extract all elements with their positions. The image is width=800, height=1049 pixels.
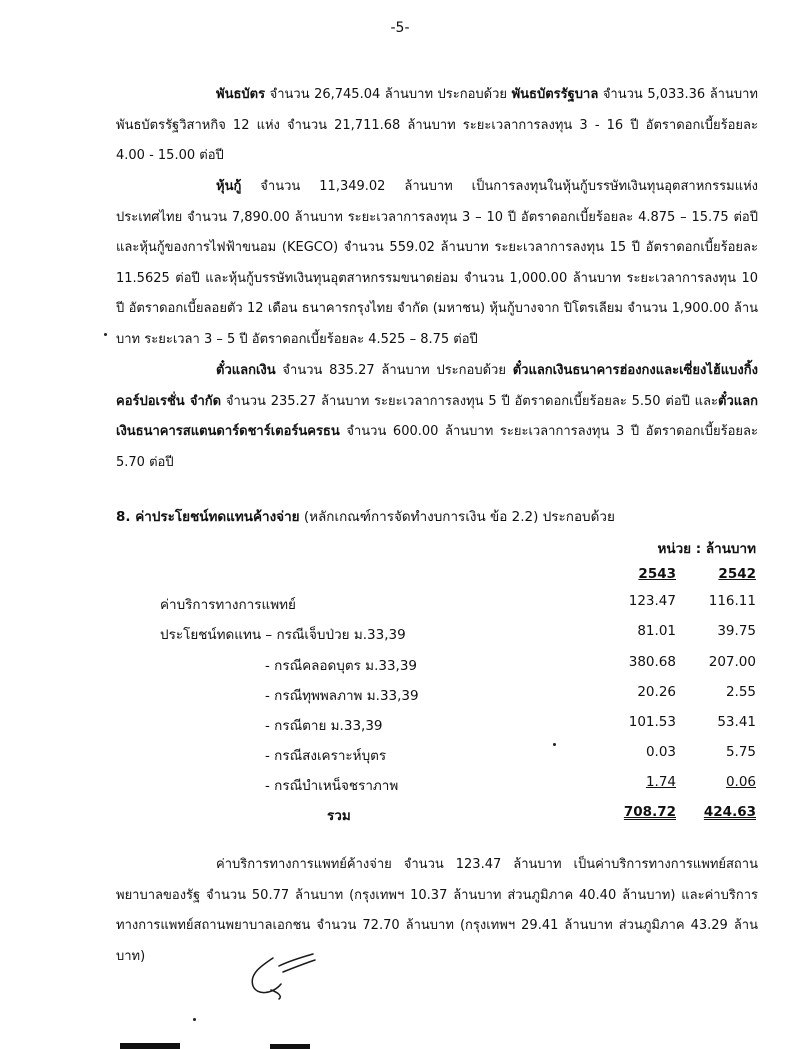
table-total-row <box>0 804 800 834</box>
table-row <box>0 714 800 744</box>
medical-note-paragraph: ค่าบริการทางการแพทย์ค้างจ่าย จำนวน 123.47 ล้านบาท เป็นค่าบริการทางการแพทย์สถานพยาบาลของรัฐ จำนวน 50.77 ล้านบาท (กรุงเทพฯ 10.37 ล้านบาท ส่วนภูมิภาค 40.40 ล้านบาท) และค่าบริการทางการแพทย์สถานพยาบาลเอกชน จำนวน 72.70 ล้านบาท (กรุงเทพฯ 29.41 ล้านบาท ส่วนภูมิภาค 43.29 ล้านบาท) <box>116 857 758 964</box>
table-row <box>0 593 800 623</box>
scan-speck <box>553 743 556 746</box>
row-label: - กรณีทุพพลภาพ ม.33,39 <box>265 688 419 704</box>
year-2543-header: 2543 <box>638 566 676 582</box>
row-value-2542: 39.75 <box>717 623 756 639</box>
row-value-2542: 207.00 <box>708 654 756 670</box>
table-row <box>0 774 800 804</box>
row-value-2543: 380.68 <box>628 654 676 670</box>
row-value-2543: 0.03 <box>645 744 676 760</box>
bills-text-1: จำนวน 835.27 ล้านบาท ประกอบด้วย <box>275 363 513 378</box>
bonds-paragraph <box>116 80 758 172</box>
bills-text-2: จำนวน 235.27 ล้านบาท ระยะเวลาการลงทุน 5 ปี อัตราดอกเบี้ยร้อยละ 5.50 ต่อปี และ <box>221 393 719 409</box>
bonds-text-1: จำนวน 26,745.04 ล้านบาท ประกอบด้วย <box>265 87 512 102</box>
row-label: - กรณีตาย ม.33,39 <box>265 718 383 734</box>
table-row <box>0 623 800 653</box>
row-label: ประโยชน์ทดแทน – กรณีเจ็บป่วย ม.33,39 <box>160 627 406 643</box>
row-value-2543: 101.53 <box>628 714 676 730</box>
row-label: - กรณีสงเคราะห์บุตร <box>265 748 387 764</box>
row-label: - กรณีคลอดบุตร ม.33,39 <box>265 658 418 674</box>
row-value-2542: 116.11 <box>708 593 756 609</box>
scan-speck <box>193 1018 196 1021</box>
bonds-text-2: จำนวน 5,033.36 ล้านบาท พันธบัตรรัฐวิสาหกิจ 12 แห่ง จำนวน 21,711.68 ล้านบาท ระยะเวลาการลงทุน 3 - 16 ปี อัตราดอกเบี้ยร้อยละ 4.00 - 15.00 ต่อปี <box>116 87 758 164</box>
scan-speck <box>104 333 107 336</box>
total-label: รวม <box>327 808 351 824</box>
debentures-text: จำนวน 11,349.02 ล้านบาท เป็นการลงทุนในหุ้นกู้บรรษัทเงินทุนอุตสาหกรรมแห่งประเทศไทย จำนวน 7,890.00 ล้านบาท ระยะเวลาการลงทุน 3 – 10 ปี อัตราดอกเบี้ยร้อยละ 4.875 – 15.75 ต่อปี และหุ้นกู้ของการไฟฟ้าขนอม (KEGCO) จำนวน 559.02 ล้านบาท ระยะเวลาการลงทุน 15 ปี อัตราดอกเบี้ยร้อยละ 11.5625 ต่อปี และหุ้นกู้บรรษัทเงินทุนอุตสาหกรรมขนาดย่อม จำนวน 1,000.00 ล้านบาท ระยะเวลาการลงทุน 10 ปี อัตราดอกเบี้ยลอยตัว 12 เดือน ธนาคารกรุงไทย จำกัด (มหาชน) หุ้นกู้บางจาก ปิโตรเลียม จำนวน 1,900.00 ล้านบาท ระยะเวลา 3 – 5 ปี อัตราดอกเบี้ยร้อยละ 4.525 – 8.75 ต่อปี <box>116 179 758 347</box>
row-label: - กรณีบำเหน็จชราภาพ <box>265 778 399 794</box>
bills-lead: ตั๋วแลกเงิน <box>216 363 276 378</box>
section-8-heading <box>116 505 615 527</box>
hk-bill-lead: ตั๋วแลกเงินธนาคารฮ่องกงและเซี่ยงไฮ้แบงกิ้งคอร์ปอเรชั่น จำกัด <box>116 363 758 409</box>
total-value-2542: 424.63 <box>703 804 756 820</box>
gov-bond-lead: พันธบัตรรัฐบาล <box>511 87 599 102</box>
row-value-2542: 53.41 <box>717 714 756 730</box>
row-value-2543: 123.47 <box>628 593 676 609</box>
row-value-2542: 0.06 <box>725 774 756 790</box>
row-value-2543: 1.74 <box>645 774 676 790</box>
debentures-paragraph <box>116 172 758 356</box>
year-2542-header: 2542 <box>718 566 756 582</box>
debentures-lead: หุ้นกู้ <box>216 179 242 194</box>
bills-paragraph <box>116 356 758 478</box>
bonds-lead: พันธบัตร <box>216 87 266 102</box>
table-row <box>0 744 800 774</box>
signature-scribble <box>243 944 323 1000</box>
row-value-2543: 20.26 <box>637 684 676 700</box>
page-number: -5- <box>390 20 410 36</box>
section-8-subtitle: (หลักเกณฑ์การจัดทำงบการเงิน ข้อ 2.2) ประกอบด้วย <box>299 509 615 525</box>
sc-bill-lead: ตั๋วแลกเงินธนาคารสแตนดาร์ดชาร์เตอร์นครธน <box>116 393 758 440</box>
section-8-title: 8. ค่าประโยชน์ทดแทนค้างจ่าย <box>116 509 300 525</box>
row-value-2542: 5.75 <box>725 744 756 760</box>
row-value-2543: 81.01 <box>637 623 676 639</box>
table-row <box>0 684 800 714</box>
bills-text-3: จำนวน 600.00 ล้านบาท ระยะเวลาการลงทุน 3 ปี อัตราดอกเบี้ยร้อยละ 5.70 ต่อปี <box>116 424 758 470</box>
table-row <box>0 654 800 684</box>
cropped-next-line <box>120 1040 320 1049</box>
total-value-2543: 708.72 <box>623 804 676 820</box>
row-value-2542: 2.55 <box>725 684 756 700</box>
row-label: ค่าบริการทางการแพทย์ <box>160 597 296 613</box>
unit-label: หน่วย : ล้านบาท <box>657 541 756 557</box>
